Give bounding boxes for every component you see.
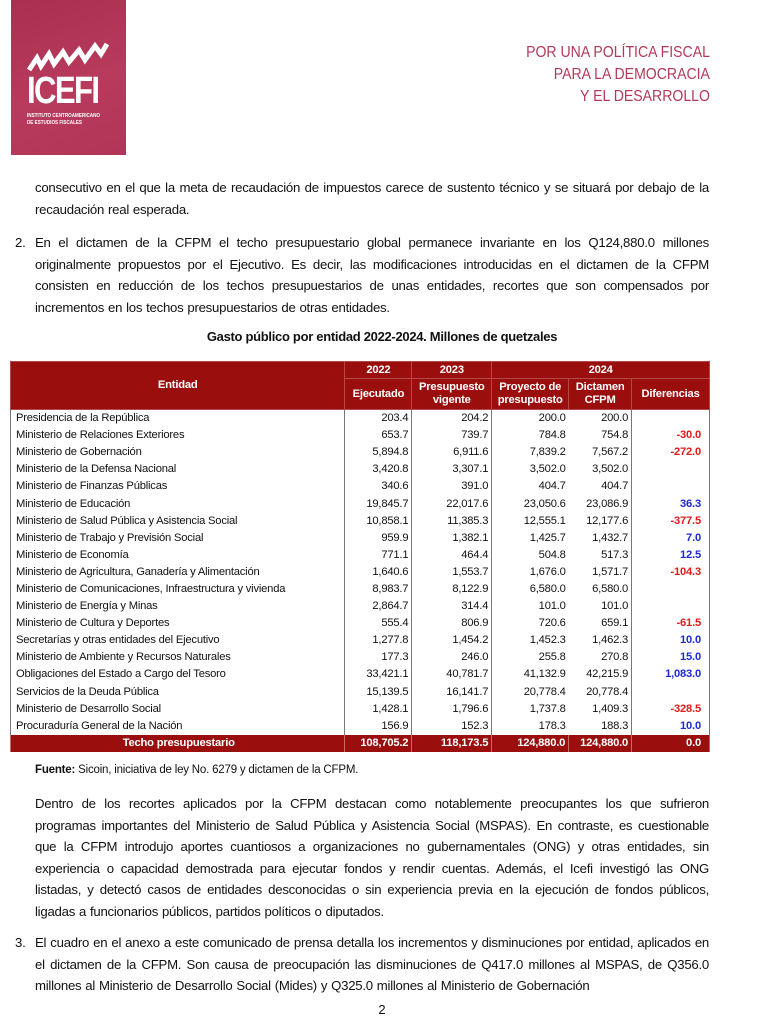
cell-entity: Ministerio de Desarrollo Social [11, 701, 345, 718]
cell-2024-proyecto: 178.3 [492, 718, 569, 735]
table-row [11, 598, 710, 615]
cell-diferencia: 36.3 [632, 495, 710, 512]
cell-diferencia: -61.5 [632, 615, 710, 632]
cell-entity: Ministerio de Economía [11, 547, 345, 564]
cell-2024-dictamen: 101.0 [601, 600, 629, 613]
cell-entity: Presidencia de la República [11, 410, 345, 428]
cell-2023-vigente: 40,781.7 [412, 666, 492, 683]
cell-2023-vigente: 11,385.3 [412, 513, 492, 530]
cell-2024-dictamen: 23,086.9 [586, 497, 629, 510]
cell-diferencia: 12.5 [632, 547, 710, 564]
total-cell-diferencia: 0.0 [632, 735, 710, 752]
cell-2024-proyecto: 1,737.8 [492, 701, 569, 718]
cell-2024-proyecto: 200.0 [492, 410, 569, 428]
cell-2022-ejecutado: 959.9 [345, 530, 412, 547]
cell-2023-vigente: 1,454.2 [412, 632, 492, 649]
col-header-ejecutado: Ejecutado [345, 379, 412, 410]
cell-2024-dictamen: 659.1 [601, 617, 629, 630]
table-row [11, 615, 710, 632]
cell-2024-dictamen: 188.3 [601, 719, 629, 732]
cell-entity: Ministerio de Ambiente y Recursos Naturales [11, 649, 345, 666]
table-total-row [11, 735, 710, 752]
total-cell-2024-dictamen: 124,880.0 [569, 735, 632, 752]
col-header-dictamen: Dictamen CFPM [569, 379, 632, 410]
col-header-entity: Entidad [11, 362, 345, 410]
cell-2023-vigente: 204.2 [412, 410, 492, 428]
cell-2022-ejecutado: 8,983.7 [345, 581, 412, 598]
cell-2024-proyecto: 255.8 [492, 649, 569, 666]
cell-entity: Ministerio de Agricultura, Ganadería y Alimentación [11, 564, 345, 581]
cell-2023-vigente: 16,141.7 [412, 684, 492, 701]
table-row [11, 444, 710, 461]
cell-2022-ejecutado: 19,845.7 [345, 495, 412, 512]
cell-2023-vigente: 152.3 [412, 718, 492, 735]
list-number: 3. [15, 935, 26, 950]
cell-2024-proyecto: 101.0 [492, 598, 569, 615]
list-text: En el dictamen de la CFPM el techo presupuestario global permanece invariante en los Q124,880.0 millones originalmente propuestos por el Ejecutivo. Es decir, las modificaciones introducidas en el dictamen de la CFPM consisten en reducción de los techos presupuestarios de unas entidades, recortes que son compensados por incrementos en los techos presupuestarios de otras entidades. [35, 235, 709, 315]
cell-2022-ejecutado: 15,139.5 [345, 684, 412, 701]
cell-2023-vigente: 739.7 [412, 427, 492, 444]
table-source [35, 764, 358, 776]
cell-2024-dictamen: 1,432.7 [592, 531, 629, 544]
header-slogan [526, 42, 710, 108]
cell-entity: Ministerio de Relaciones Exteriores [11, 427, 345, 444]
cell-entity: Ministerio de Educación [11, 495, 345, 512]
cell-2023-vigente: 806.9 [412, 615, 492, 632]
cuts-paragraph: Dentro de los recortes aplicados por la CFPM destacan como notablemente preocupantes los que sufrieron programas importantes del Ministerio de Salud Pública y Asistencia Social (MSPAS). En contraste, es cuestionable que la CFPM introdujo aportes cuantiosos a organizaciones no gubernamentales (ONG) y otras entidades, sin experiencia o capacidad demostrada para ejecutar fondos y rendir cuentas. Además, el Icefi investigó las ONG listadas, y detectó casos de entidades desconocidas o sin experiencia previa en la ejecución de fondos públicos, ligadas a funcionarios públicos, partidos políticos o diputados. [35, 796, 709, 919]
table-row [11, 564, 710, 581]
cell-diferencia [632, 478, 710, 495]
cell-2024-dictamen: 404.7 [601, 480, 629, 493]
cell-2022-ejecutado: 555.4 [345, 615, 412, 632]
cell-2024-dictamen: 3,502.0 [592, 463, 629, 476]
cell-entity: Ministerio de Finanzas Públicas [11, 478, 345, 495]
col-header-2022: 2022 [345, 362, 412, 379]
page-number: 2 [378, 1002, 386, 1017]
cell-entity: Procuraduría General de la Nación [11, 718, 345, 735]
list-item-3 [15, 932, 709, 997]
table-row [11, 649, 710, 666]
cell-2023-vigente: 22,017.6 [412, 495, 492, 512]
cell-2024-proyecto: 23,050.6 [492, 495, 569, 512]
slogan-line: Y EL DESARROLLO [580, 88, 710, 105]
cell-2022-ejecutado: 156.9 [345, 718, 412, 735]
col-header-proyecto: Proyecto de presupuesto [492, 379, 569, 410]
cell-2022-ejecutado: 1,428.1 [345, 701, 412, 718]
cell-diferencia: -272.0 [632, 444, 710, 461]
cell-2024-proyecto: 12,555.1 [492, 513, 569, 530]
cell-2024-proyecto: 20,778.4 [492, 684, 569, 701]
cell-2024-proyecto: 41,132.9 [492, 666, 569, 683]
cell-2023-vigente: 3,307.1 [412, 461, 492, 478]
cell-2023-vigente: 1,796.6 [412, 701, 492, 718]
budget-table [10, 361, 710, 752]
cell-2023-vigente: 8,122.9 [412, 581, 492, 598]
cell-2024-dictamen: 270.8 [601, 651, 629, 664]
cell-2024-dictamen: 517.3 [601, 548, 629, 561]
cell-diferencia [632, 598, 710, 615]
cell-2024-dictamen: 6,580.0 [592, 582, 629, 595]
table-row [11, 632, 710, 649]
table-row [11, 666, 710, 683]
cell-2023-vigente: 6,911.6 [412, 444, 492, 461]
list-number: 2. [15, 235, 26, 250]
cell-entity: Obligaciones del Estado a Cargo del Tesoro [11, 666, 345, 683]
intro-paragraph: consecutivo en el que la meta de recaudación de impuestos carece de sustento técnico y se situará por debajo de la recaudación real esperada. [35, 180, 709, 217]
table-row [11, 427, 710, 444]
cell-2024-proyecto: 7,839.2 [492, 444, 569, 461]
cell-2024-dictamen: 12,177.6 [586, 514, 629, 527]
cell-2024-proyecto: 1,452.3 [492, 632, 569, 649]
cell-2024-dictamen: 754.8 [601, 429, 629, 442]
cell-2023-vigente: 1,382.1 [412, 530, 492, 547]
cell-diferencia: 1,083.0 [632, 666, 710, 683]
cell-2022-ejecutado: 2,864.7 [345, 598, 412, 615]
cell-entity: Ministerio de Comunicaciones, Infraestructura y vivienda [11, 581, 345, 598]
cell-2023-vigente: 1,553.7 [412, 564, 492, 581]
cell-diferencia: 10.0 [632, 632, 710, 649]
icefi-logo [11, 0, 126, 155]
table-row [11, 461, 710, 478]
cell-entity: Servicios de la Deuda Pública [11, 684, 345, 701]
cell-diferencia: -328.5 [632, 701, 710, 718]
cell-2024-proyecto: 404.7 [492, 478, 569, 495]
table-row [11, 684, 710, 701]
cell-entity: Ministerio de Cultura y Deportes [11, 615, 345, 632]
cell-entity: Ministerio de la Defensa Nacional [11, 461, 345, 478]
cell-2023-vigente: 246.0 [412, 649, 492, 666]
cell-2024-proyecto: 504.8 [492, 547, 569, 564]
slogan-line: PARA LA DEMOCRACIA [553, 66, 710, 83]
cell-2022-ejecutado: 33,421.1 [345, 666, 412, 683]
cell-diferencia: 10.0 [632, 718, 710, 735]
cell-2022-ejecutado: 653.7 [345, 427, 412, 444]
total-cell-2024-proyecto: 124,880.0 [492, 735, 569, 752]
cell-2024-dictamen: 1,462.3 [592, 634, 629, 647]
cell-diferencia [632, 684, 710, 701]
cell-2024-dictamen: 1,571.7 [592, 565, 629, 578]
cell-entity: Secretarías y otras entidades del Ejecutivo [11, 632, 345, 649]
table-row [11, 495, 710, 512]
cell-diferencia: 7.0 [632, 530, 710, 547]
table-body [11, 410, 710, 752]
cell-2024-proyecto: 6,580.0 [492, 581, 569, 598]
cell-diferencia [632, 461, 710, 478]
cell-diferencia [632, 410, 710, 428]
table-row [11, 530, 710, 547]
cell-diferencia: -30.0 [632, 427, 710, 444]
table-row [11, 410, 710, 428]
cell-2022-ejecutado: 1,640.6 [345, 564, 412, 581]
cell-2024-proyecto: 1,425.7 [492, 530, 569, 547]
cell-2024-proyecto: 784.8 [492, 427, 569, 444]
cell-2024-proyecto: 1,676.0 [492, 564, 569, 581]
cell-entity: Ministerio de Energía y Minas [11, 598, 345, 615]
cell-diferencia [632, 581, 710, 598]
cell-entity: Ministerio de Trabajo y Previsión Social [11, 530, 345, 547]
table-row [11, 581, 710, 598]
cell-2024-dictamen: 200.0 [601, 412, 629, 425]
cell-2022-ejecutado: 177.3 [345, 649, 412, 666]
cell-2024-dictamen: 7,567.2 [592, 446, 629, 459]
total-cell-entity: Techo presupuestario [11, 735, 345, 752]
cell-diferencia: -104.3 [632, 564, 710, 581]
cell-2022-ejecutado: 340.6 [345, 478, 412, 495]
total-cell-2023-vigente: 118,173.5 [412, 735, 492, 752]
col-header-2024: 2024 [492, 362, 710, 379]
cell-diferencia: -377.5 [632, 513, 710, 530]
logo-wordmark: ICEFI [27, 70, 99, 112]
cell-2024-proyecto: 720.6 [492, 615, 569, 632]
col-header-2023: 2023 [412, 362, 492, 379]
source-text: Sicoin, iniciativa de ley No. 6279 y dictamen de la CFPM. [75, 764, 359, 776]
source-label: Fuente: [35, 764, 76, 776]
cell-2022-ejecutado: 5,894.8 [345, 444, 412, 461]
cell-2023-vigente: 464.4 [412, 547, 492, 564]
table-row [11, 718, 710, 735]
cell-2024-dictamen: 20,778.4 [586, 685, 629, 698]
cell-diferencia: 15.0 [632, 649, 710, 666]
table-row [11, 701, 710, 718]
cell-2024-proyecto: 3,502.0 [492, 461, 569, 478]
cell-2023-vigente: 391.0 [412, 478, 492, 495]
list-text: El cuadro en el anexo a este comunicado de prensa detalla los incrementos y disminuciones por entidad, aplicados en el dictamen de la CFPM. Son causa de preocupación las disminuciones de Q417.0 millones al MSPAS, de Q356.0 millones al Ministerio de Desarrollo Social (Mides) y Q325.0 millones al Ministerio de Gobernación [35, 935, 709, 994]
cell-entity: Ministerio de Salud Pública y Asistencia Social [11, 513, 345, 530]
cell-2022-ejecutado: 10,858.1 [345, 513, 412, 530]
col-header-presupuesto-vigente: Presupuesto vigente [412, 379, 492, 410]
cell-2024-dictamen: 42,215.9 [586, 668, 629, 681]
table-title: Gasto público por entidad 2022-2024. Millones de quetzales [206, 329, 558, 344]
cell-2024-dictamen: 1,409.3 [592, 702, 629, 715]
cell-2023-vigente: 314.4 [412, 598, 492, 615]
cell-2022-ejecutado: 1,277.8 [345, 632, 412, 649]
table-row [11, 478, 710, 495]
col-header-diferencias: Diferencias [632, 379, 710, 410]
table-row [11, 547, 710, 564]
logo-subtitle-line2: DE ESTUDIOS FISCALES [27, 119, 82, 126]
cell-2022-ejecutado: 203.4 [345, 410, 412, 428]
slogan-line: POR UNA POLÍTICA FISCAL [526, 44, 710, 61]
cell-2022-ejecutado: 771.1 [345, 547, 412, 564]
table-row [11, 513, 710, 530]
total-cell-2022-ejecutado: 108,705.2 [345, 735, 412, 752]
list-item-2 [15, 232, 709, 318]
cell-2022-ejecutado: 3,420.8 [345, 461, 412, 478]
logo-subtitle [27, 113, 100, 126]
cell-entity: Ministerio de Gobernación [11, 444, 345, 461]
logo-subtitle-line1: INSTITUTO CENTROAMERICANO [27, 113, 100, 119]
